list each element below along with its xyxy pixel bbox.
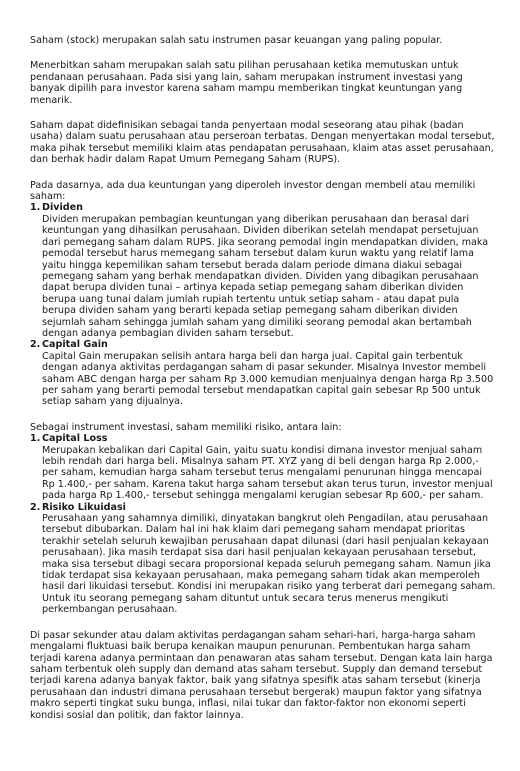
- list-item: [30, 502, 496, 616]
- paragraph-benefits-intro: Pada dasarnya, ada dua keuntungan yang diperoleh investor dengan membeli atau memiliki saham:: [30, 179, 476, 203]
- risks-list: [30, 433, 496, 616]
- list-item-number: 2.: [30, 339, 41, 351]
- list-item-title: Capital Loss: [42, 433, 108, 445]
- paragraph-definition: Saham dapat didefinisikan sebagai tanda penyertaan modal seseorang atau pihak (badan usaha) dalam suatu perusahaan atau perseroan terbatas. Dengan menyertakan modal tersebut, maka pihak tersebut memiliki klaim atas pendapatan perusahaan, klaim atas asset perusahaan, dan berhak hadir dalam Rapat Umum Pemegang Saham (RUPS).: [30, 120, 495, 166]
- benefits-list: [30, 202, 496, 407]
- list-item-title: Dividen: [42, 202, 83, 214]
- list-item-number: 1.: [30, 433, 41, 445]
- list-item-body: Dividen merupakan pembagian keuntungan yang diberikan perusahaan dan berasal dari keuntungan yang dihasilkan perusahaan. Dividen diberikan setelah mendapat persetujuan dari pemegang saham dalam RUPS. Jika seorang pemodal ingin mendapatkan dividen, maka pemodal tersebut harus memegang saham tersebut dalam kurun waktu yang relatif lama yaitu hingga kepemilikan saham tersebut berada dalam periode dimana diakui sebagai pemegang saham yang berhak mendapatkan dividen. Dividen yang dibagikan perusahaan dapat berupa dividen tunai – artinya kepada setiap pemegang saham diberikan dividen berupa uang tunai dalam jumlah rupiah tertentu untuk setiap saham - atau dapat pula berupa dividen saham yang berarti kepada setiap pemegang saham diberikan dividen sejumlah saham sehingga jumlah saham yang dimiliki seorang pemodal akan bertambah dengan adanya pembagian dividen saham tersebut.: [42, 213, 489, 339]
- list-item-title: Capital Gain: [42, 339, 108, 351]
- paragraph-issuance: Menerbitkan saham merupakan salah satu pilihan perusahaan ketika memutuskan untuk pendanaan perusahaan. Pada sisi yang lain, saham merupakan instrument investasi yang banyak dipilih para investor karena saham mampu memberikan tingkat keuntungan yang menarik.: [30, 60, 463, 106]
- list-item: [30, 339, 496, 407]
- list-item-body: Perusahaan yang sahamnya dimiliki, dinyatakan bangkrut oleh Pengadilan, atau perusahaan tersebut dibubarkan. Dalam hal ini hak klaim dari pemegang saham mendapat prioritas terakhir setelah seluruh kewajiban perusahaan dapat dilunasi (dari hasil penjualan kekayaan perusahaan). Jika masih terdapat sisa dari hasil penjualan kekayaan perusahaan tersebut, maka sisa tersebut dibagi secara proporsional kepada seluruh pemegang saham. Namun jika tidak terdapat sisa kekayaan perusahaan, maka pemegang saham tidak akan memperoleh hasil dari likuidasi tersebut. Kondisi ini merupakan risiko yang terberat dari pemegang saham. Untuk itu seorang pemegang saham dituntut untuk secara terus menerus mengikuti perkembangan perusahaan.: [42, 513, 496, 616]
- paragraph-risks-intro: Sebagai instrument investasi, saham memiliki risiko, antara lain:: [30, 421, 342, 433]
- list-item-body: Merupakan kebalikan dari Capital Gain, yaitu suatu kondisi dimana investor menjual saham lebih rendah dari harga beli. Misalnya saham PT. XYZ yang di beli dengan harga Rp 2.000,- per saham, kemudian harga saham tersebut terus mengalami penurunan hingga mencapai Rp 1.400,- per saham. Karena takut harga saham tersebut akan terus turun, investor menjual pada harga Rp 1.400,- tersebut sehingga mengalami kerugian sebesar Rp 600,- per saham.: [42, 444, 493, 502]
- list-item-body: Capital Gain merupakan selisih antara harga beli dan harga jual. Capital gain terbentuk dengan adanya aktivitas perdagangan saham di pasar sekunder. Misalnya Investor membeli saham ABC dengan harga per saham Rp 3.000 kemudian menjualnya dengan harga Rp 3.500 per saham yang berarti pemodal tersebut mendapatkan capital gain sebesar Rp 500 untuk setiap saham yang dijualnya.: [42, 350, 494, 408]
- list-item-number: 1.: [30, 202, 41, 214]
- list-item: [30, 202, 496, 339]
- paragraph-price-formation: Di pasar sekunder atau dalam aktivitas perdagangan saham sehari-hari, harga-harga saham mengalami fluktuasi baik berupa kenaikan maupun penurunan. Pembentukan harga saham terjadi karena adanya permintaan dan penawaran atas saham tersebut. Dengan kata lain harga saham terbentuk oleh supply dan demand atas saham tersebut. Supply dan demand tersebut terjadi karena adanya banyak faktor, baik yang sifatnya spesifik atas saham tersebut (kinerja perusahaan dan industri dimana perusahaan tersebut bergerak) maupun faktor yang sifatnya makro seperti tingkat suku bunga, inflasi, nilai tukar dan faktor-faktor non ekonomi seperti kondisi sosial dan politik, dan faktor lainnya.: [30, 629, 493, 721]
- paragraph-intro: Saham (stock) merupakan salah satu instrumen pasar keuangan yang paling popular.: [30, 35, 443, 46]
- list-item-number: 2.: [30, 501, 41, 513]
- list-item: [30, 433, 496, 501]
- list-item-title: Risiko Likuidasi: [42, 501, 126, 513]
